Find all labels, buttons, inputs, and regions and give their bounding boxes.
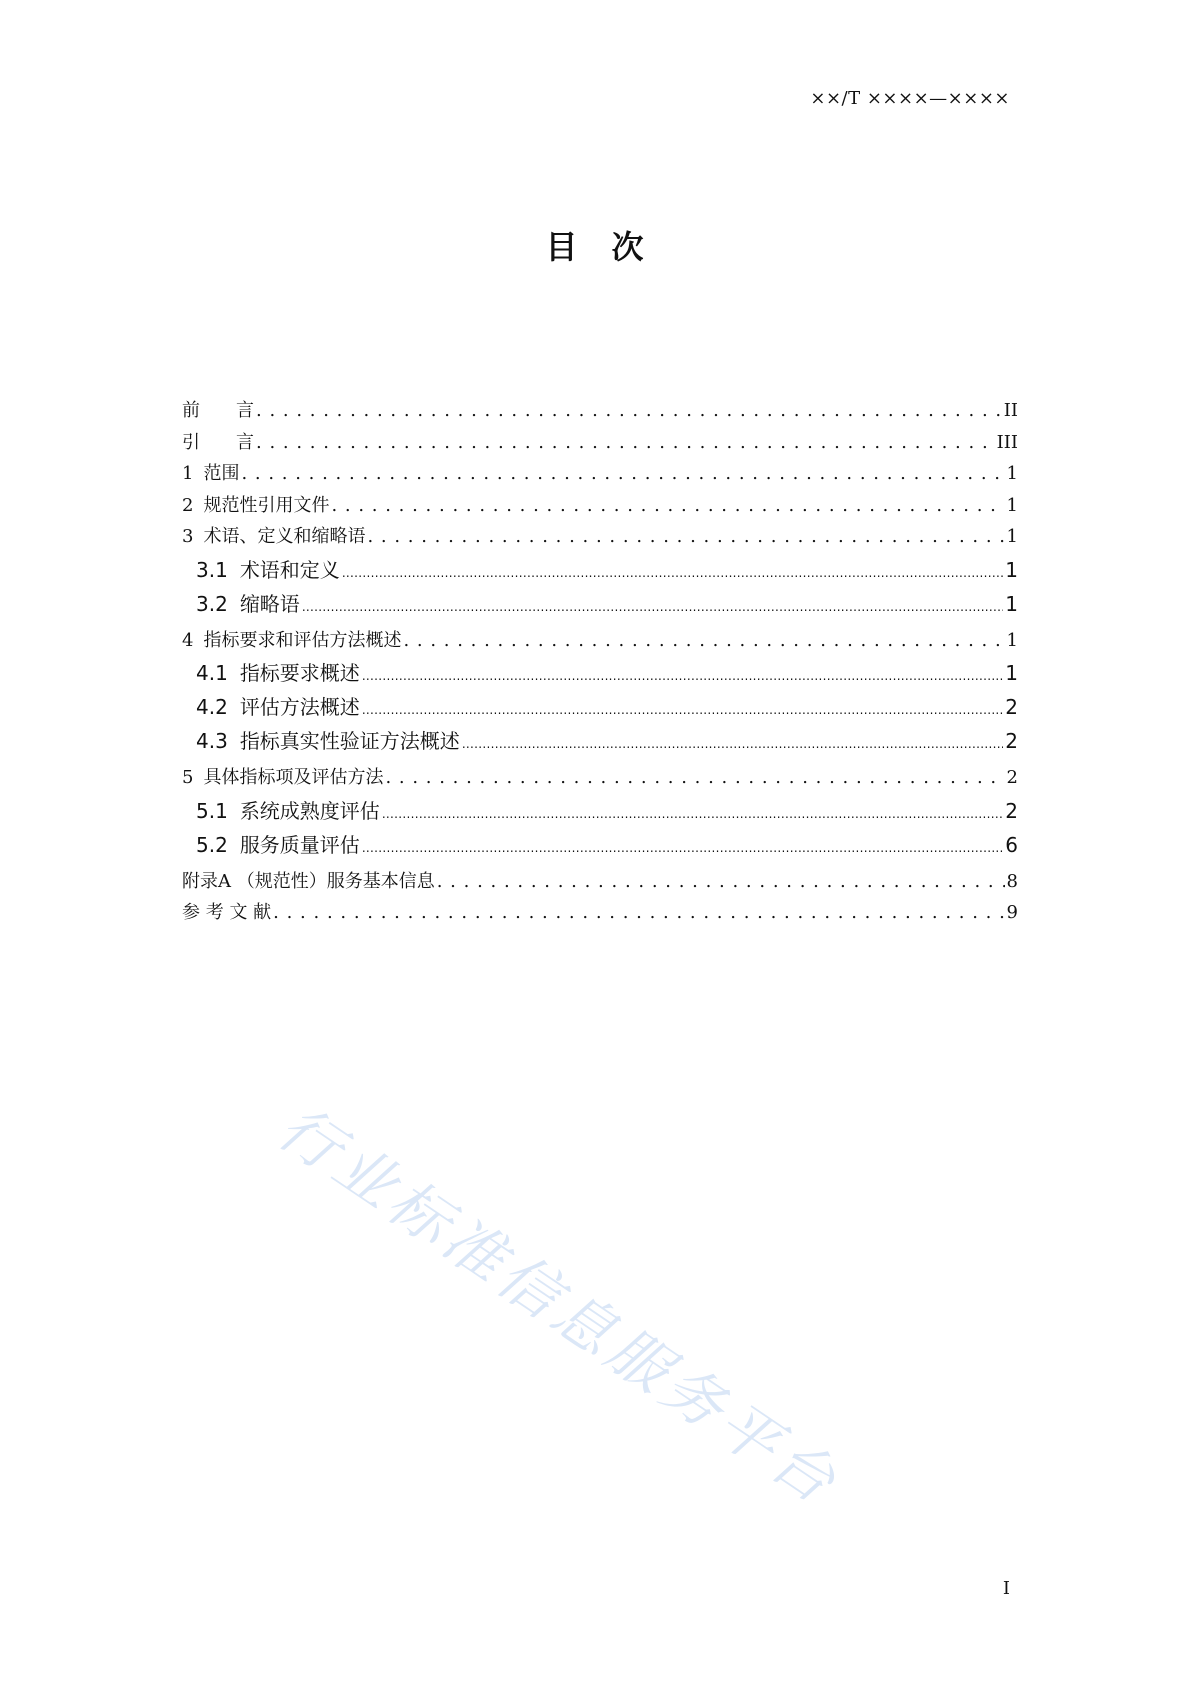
toc-entry[interactable]: [182, 396, 1018, 428]
toc-entry-number: 3.2: [196, 591, 228, 616]
toc-dot-leader: [462, 729, 1003, 753]
toc-entry[interactable]: [182, 522, 1018, 554]
toc-entry[interactable]: [182, 725, 1018, 759]
page-number: I: [1002, 1578, 1010, 1599]
toc-entry-number: 3.1: [196, 557, 228, 582]
toc-dot-leader: [403, 630, 1004, 651]
toc-dot-leader: [302, 592, 1003, 616]
toc-entry-label: [182, 459, 239, 485]
toc-entry[interactable]: [182, 795, 1018, 829]
toc-entry-label: [182, 898, 271, 924]
toc-dot-leader: [382, 799, 1003, 823]
toc-entry-number: 2: [182, 494, 194, 516]
toc-entry-title: 指标要求概述: [239, 661, 360, 685]
toc-entry-title: 系统成熟度评估: [239, 798, 380, 823]
toc-dot-leader: [362, 833, 1003, 857]
document-code: ××/T ××××—××××: [810, 88, 1010, 109]
toc-entry-page: 2: [1006, 767, 1018, 788]
toc-entry-label: [196, 795, 380, 824]
toc-entry-label: [182, 491, 329, 517]
table-of-contents: [182, 396, 1018, 930]
toc-entry-number: 3: [182, 526, 194, 547]
toc-entry-page: 6: [1005, 832, 1018, 857]
toc-entry-label: [182, 428, 254, 454]
toc-entry[interactable]: [182, 428, 1018, 460]
toc-dot-leader: [367, 526, 1004, 547]
toc-dot-leader: [437, 871, 1005, 892]
toc-entry-number: 1: [182, 463, 194, 484]
toc-entry-page: III: [996, 431, 1018, 453]
toc-dot-leader: [362, 661, 1003, 685]
toc-entry-number: 4: [182, 629, 194, 651]
toc-dot-leader: [385, 767, 1004, 788]
toc-entry-label: [196, 657, 360, 686]
toc-entry-number: 4.3: [196, 729, 228, 753]
toc-entry-page: 1: [1005, 557, 1018, 582]
toc-entry-page: 2: [1005, 729, 1018, 753]
toc-entry-page: 1: [1005, 591, 1018, 616]
toc-entry-number: 5: [182, 767, 194, 788]
toc-entry-page: II: [1003, 400, 1018, 421]
toc-entry[interactable]: [182, 459, 1018, 491]
toc-entry-title: 缩略语: [239, 591, 300, 616]
toc-entry-label: [196, 691, 360, 720]
toc-entry[interactable]: [182, 626, 1018, 658]
toc-entry-title: 术语、定义和缩略语: [203, 526, 366, 547]
toc-entry-page: 1: [1006, 463, 1018, 484]
toc-dot-leader: [241, 463, 1004, 484]
toc-dot-leader: [342, 558, 1003, 582]
page-title: 目 次: [545, 228, 645, 266]
toc-entry-title: 具体指标项及评估方法: [203, 767, 384, 788]
toc-dot-leader: [273, 902, 1004, 923]
watermark-text: 行业标准信息服务平台: [265, 1092, 852, 1520]
toc-entry-number: 4.2: [196, 695, 228, 719]
toc-entry[interactable]: [182, 867, 1018, 899]
toc-entry-page: 2: [1005, 798, 1018, 823]
toc-entry-number: 5.1: [196, 798, 228, 823]
toc-entry-title: 引 言: [182, 431, 254, 453]
toc-entry-title: 术语和定义: [239, 557, 340, 582]
toc-entry-title: 评估方法概述: [239, 695, 360, 719]
toc-entry-label: [182, 522, 365, 548]
toc-entry-page: 1: [1006, 526, 1018, 547]
toc-entry[interactable]: [182, 588, 1018, 622]
toc-entry-page: 1: [1006, 629, 1018, 651]
toc-dot-leader: [362, 695, 1003, 719]
toc-entry-title: 附录A （规范性）服务基本信息: [182, 870, 435, 892]
toc-entry-label: [196, 554, 340, 583]
toc-entry-label: [182, 763, 383, 789]
toc-entry-title: 参 考 文 献: [182, 902, 272, 923]
toc-entry-label: [196, 588, 300, 617]
toc-entry-title: 前 言: [182, 400, 254, 421]
toc-entry[interactable]: [182, 554, 1018, 588]
toc-dot-leader: [331, 495, 1004, 516]
toc-entry-title: 指标真实性验证方法概述: [239, 729, 460, 753]
toc-entry-page: 1: [1006, 494, 1018, 516]
toc-entry-label: [196, 725, 460, 754]
toc-entry[interactable]: [182, 657, 1018, 691]
toc-entry[interactable]: [182, 691, 1018, 725]
toc-dot-leader: [256, 400, 1002, 421]
toc-entry[interactable]: [182, 763, 1018, 795]
toc-entry-title: 范围: [203, 463, 240, 484]
toc-entry-label: [182, 867, 435, 893]
toc-entry[interactable]: [182, 829, 1018, 863]
toc-entry-title: 服务质量评估: [239, 832, 360, 857]
toc-entry-page: 2: [1005, 695, 1018, 719]
toc-entry-title: 指标要求和评估方法概述: [203, 629, 402, 651]
toc-entry[interactable]: [182, 898, 1018, 930]
toc-entry-page: 1: [1005, 661, 1018, 685]
toc-entry-label: [182, 396, 254, 422]
toc-entry-number: 5.2: [196, 832, 228, 857]
toc-entry-label: [182, 626, 401, 652]
toc-dot-leader: [256, 432, 995, 453]
toc-entry-number: 4.1: [196, 661, 228, 685]
toc-entry-label: [196, 829, 360, 858]
toc-entry[interactable]: [182, 491, 1018, 523]
toc-entry-page: 8: [1006, 870, 1018, 892]
toc-entry-page: 9: [1006, 902, 1018, 923]
toc-entry-title: 规范性引用文件: [203, 494, 330, 516]
